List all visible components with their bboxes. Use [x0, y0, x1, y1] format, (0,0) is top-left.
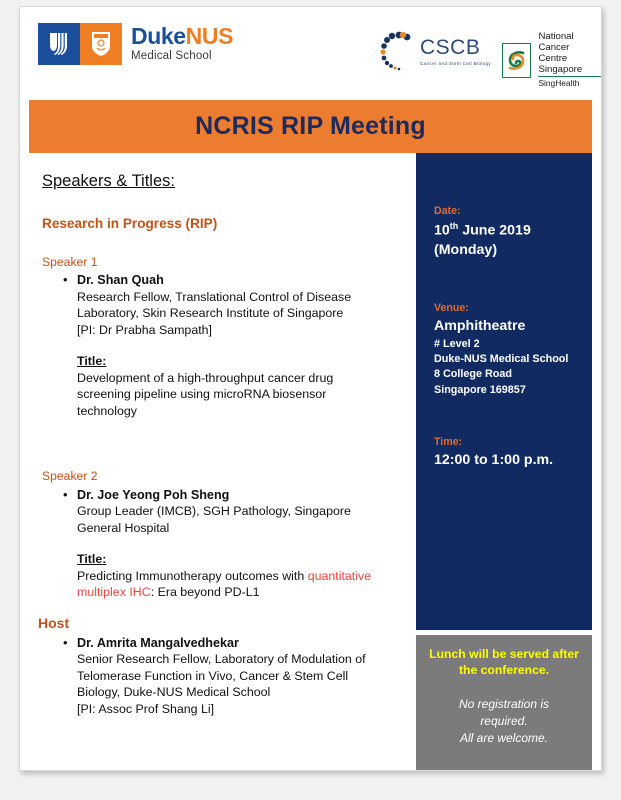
date-label: Date: [434, 205, 461, 217]
ncc-swirl-icon [502, 43, 531, 78]
speaker-2-label: Speaker 2 [42, 469, 98, 484]
speaker-2-affiliation-line-1: Group Leader (IMCB), SGH Pathology, Singapore [77, 504, 351, 519]
venue-line-2: Duke-NUS Medical School [434, 353, 569, 365]
event-details-inner [416, 153, 592, 470]
ncc-line-1: National Cancer [538, 31, 574, 54]
duke-nus-logo [38, 23, 233, 65]
registration-notice-line-1: No registration is [458, 696, 550, 711]
ncc-text-block [538, 31, 601, 89]
venue-label: Venue: [434, 302, 469, 315]
cscb-acronym: CSCB [420, 35, 481, 59]
duke-nus-subtitle: Medical School [131, 50, 212, 63]
speakers-content [29, 162, 417, 717]
date-value [434, 220, 592, 241]
nus-word: NUS [185, 23, 234, 50]
list-item [77, 635, 417, 718]
date-day: 10 [434, 222, 450, 239]
speaker-2-title-label: Title: [77, 552, 107, 567]
details-spacer-2 [434, 398, 592, 436]
date-ordinal: th [449, 221, 459, 231]
venue-line-1: # Level 2 [434, 337, 480, 350]
national-cancer-centre-logo [502, 31, 601, 89]
cscb-text-block [420, 37, 491, 66]
speaker-2-title-text [77, 568, 417, 601]
speaker-1-block [29, 272, 417, 419]
logo-bar [20, 7, 601, 95]
duke-word: Duke [131, 23, 186, 50]
speaker-1-affiliation-line-2: Laboratory, Skin Research Institute of Singapore [77, 306, 344, 321]
notice-box [416, 635, 592, 770]
ncc-line-2: Centre Singapore [538, 53, 601, 77]
nus-crest-icon [80, 23, 122, 65]
host-name: • Dr. Amrita Mangalvedhekar [77, 635, 239, 650]
venue-name: Amphitheatre [434, 318, 526, 335]
speaker-1-pi: [PI: Dr Prabha Sampath] [77, 322, 212, 337]
host-affiliation-line-1: Senior Research Fellow, Laboratory of Modulation of [77, 652, 366, 667]
cscb-dots-icon [380, 31, 418, 71]
event-details-panel [416, 153, 592, 630]
venue-line-4: Singapore 169857 [434, 383, 526, 396]
speaker-1-title-line-2: screening pipeline using microRNA biosensor [77, 387, 327, 402]
page-title: NCRIS RIP Meeting [195, 112, 426, 140]
host-label: Host [38, 614, 70, 631]
speaker-1-affiliation-line-1: Research Fellow, Translational Control of Disease [77, 289, 352, 304]
title-banner [29, 100, 592, 153]
date-weekday: (Monday) [434, 242, 498, 259]
ncc-line-3: SingHealth [538, 78, 580, 89]
speaker-2-title-prefix: Predicting Immunotherapy outcomes with [77, 568, 308, 583]
host-affiliation-line-2: Telomerase Function in Vivo, Cancer & Stem Cell [77, 668, 349, 683]
host-affiliation-line-3: Biology, Duke-NUS Medical School [77, 685, 271, 700]
poster-page [19, 6, 602, 771]
rip-heading: Research in Progress (RIP) [42, 215, 218, 231]
lunch-notice-line-2: the conference. [458, 663, 550, 678]
cscb-logo [380, 31, 491, 71]
cscb-tagline: Cancer and Stem Cell Biology [420, 60, 492, 66]
speaker-2-title-block [77, 551, 417, 601]
host-pi: [PI: Assoc Prof Shang Li] [77, 701, 215, 716]
speaker-1-title-label: Title: [77, 354, 107, 369]
speaker-2-title-highlight-1: quantitative [307, 568, 372, 583]
speaker-1-name: • Dr. Shan Quah [77, 273, 164, 288]
registration-notice [424, 696, 584, 746]
lunch-notice [424, 646, 584, 679]
registration-notice-line-3: All are welcome. [459, 730, 549, 745]
registration-notice-line-2: required. [480, 713, 528, 728]
speaker-1-label: Speaker 1 [42, 255, 98, 270]
duke-nus-wordmark [131, 25, 233, 63]
details-spacer [434, 260, 592, 302]
speaker-spacer [29, 419, 417, 447]
venue-line-3: 8 College Road [434, 368, 512, 381]
lunch-notice-line-1: Lunch will be served after [429, 647, 579, 661]
speaker-2-title-suffix: : Era beyond PD-L1 [150, 585, 260, 600]
speaker-1-title-line-3: technology [77, 403, 137, 418]
speakers-section-heading: Speakers & Titles: [42, 172, 175, 190]
speaker-1-title-line-1: Development of a high-throughput cancer drug [77, 370, 334, 385]
duke-nus-logo-marks [38, 23, 122, 65]
speaker-2-affiliation-line-2: General Hospital [77, 520, 170, 535]
speaker-1-title-block [77, 353, 417, 419]
speaker-2-block [29, 487, 417, 601]
duke-shield-icon [38, 23, 80, 65]
list-item [77, 272, 417, 419]
date-rest: June 2019 [458, 222, 531, 239]
time-label: Time: [434, 435, 463, 448]
list-item [77, 487, 417, 601]
speaker-2-name: • Dr. Joe Yeong Poh Sheng [77, 487, 230, 502]
speaker-2-title-highlight-2: multiplex IHC [77, 585, 151, 600]
time-value: 12:00 to 1:00 p.m. [434, 451, 554, 468]
host-block [29, 635, 417, 718]
duke-nus-name [131, 25, 233, 48]
